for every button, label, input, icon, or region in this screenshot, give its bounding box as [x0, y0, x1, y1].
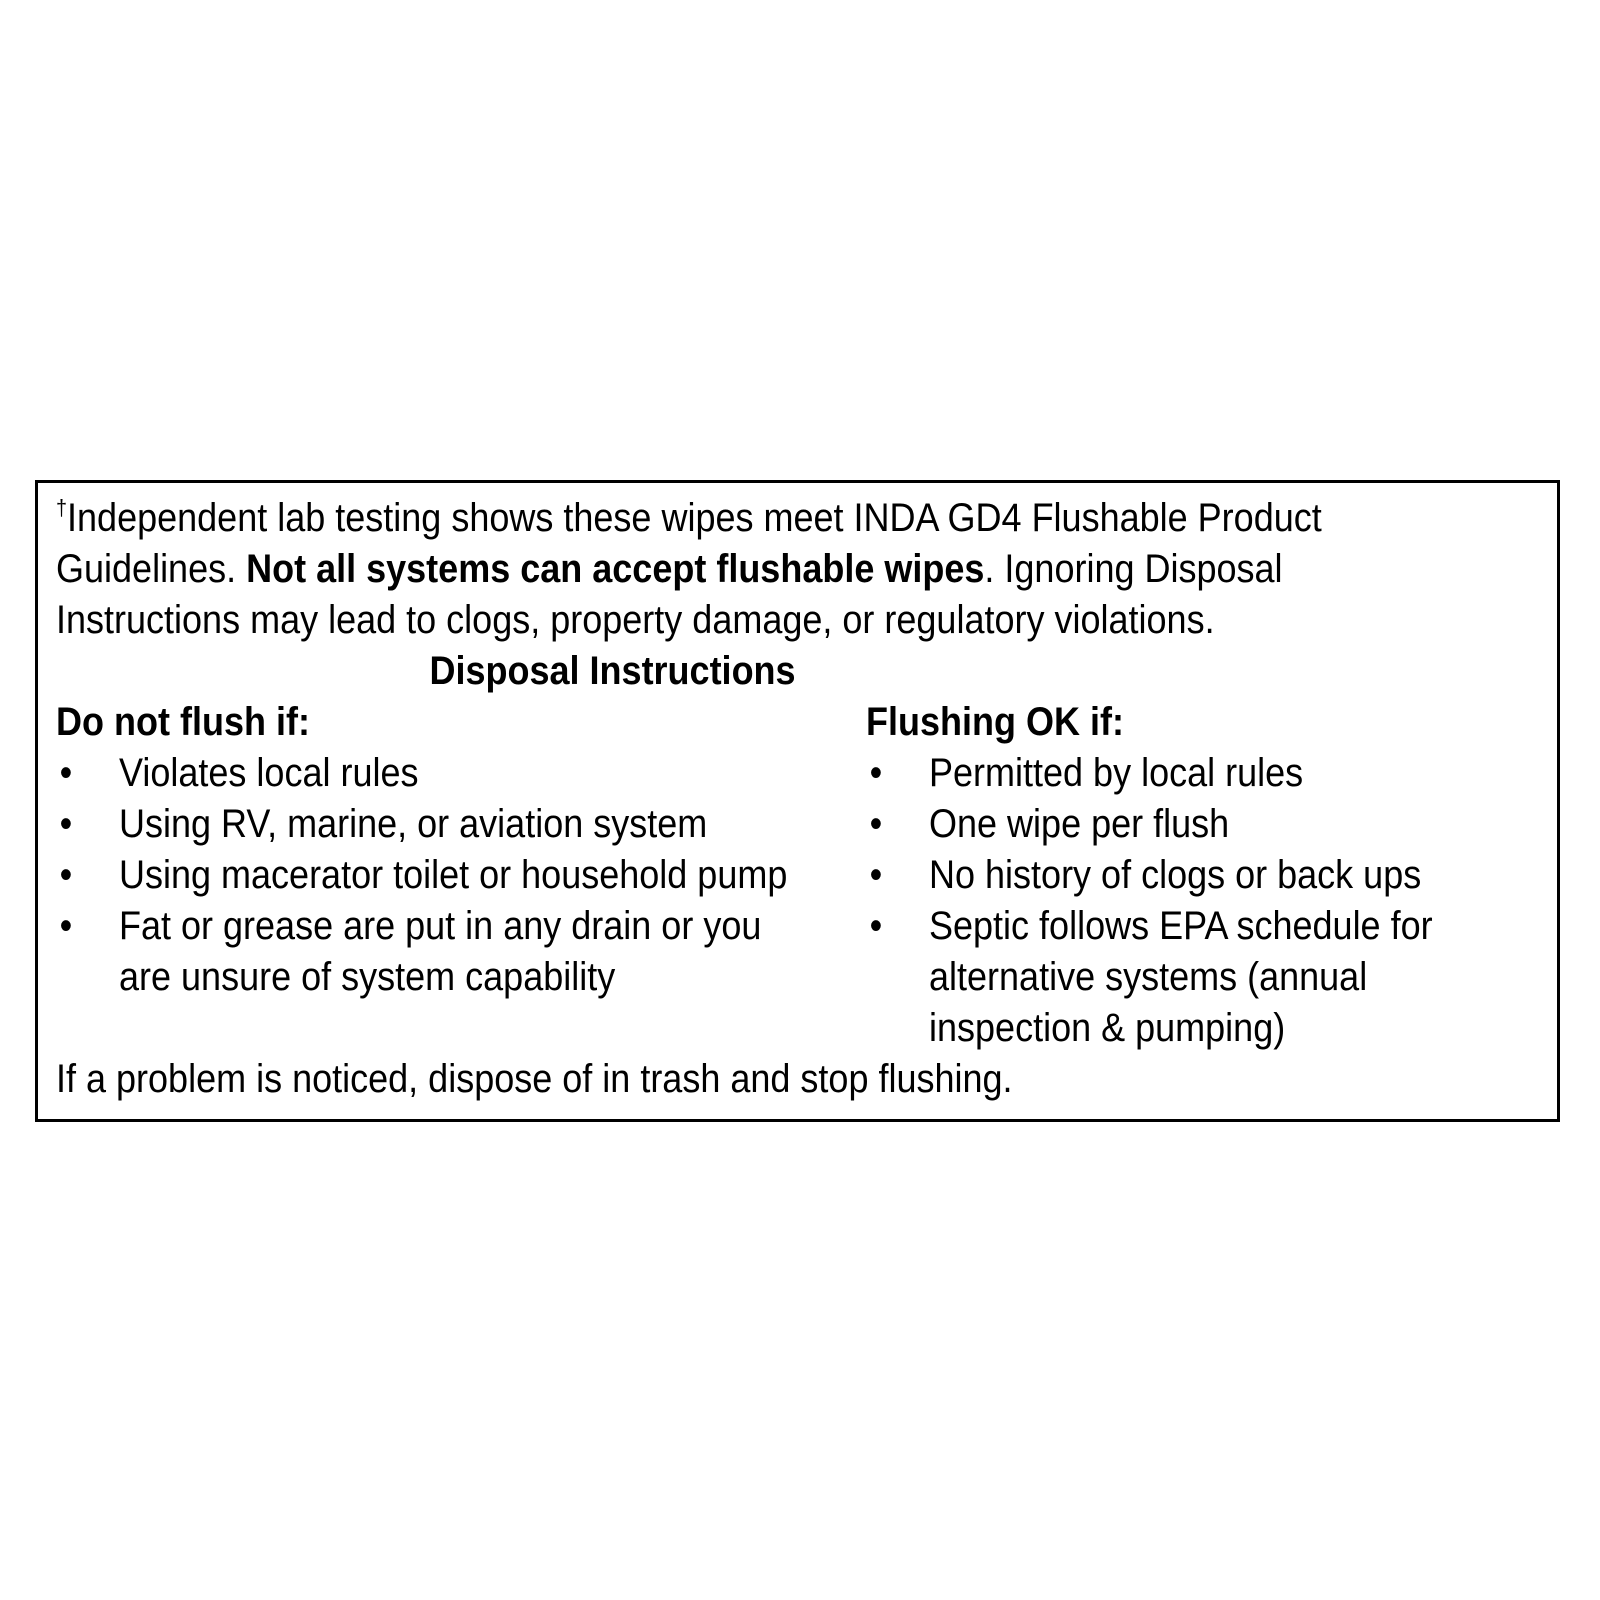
- bullet-icon: •: [59, 853, 73, 897]
- item-text: Fat or grease are put in any drain or you: [119, 904, 762, 948]
- bullet-icon: •: [59, 802, 73, 846]
- bullet-icon: •: [869, 751, 883, 795]
- flushing-ok-item: [866, 901, 1433, 1054]
- item-text: inspection & pumping): [929, 1006, 1286, 1050]
- intro-warning-bold: Not all systems can accept flushable wipes: [246, 547, 985, 591]
- flushing-ok-title: Flushing OK if:: [866, 700, 1124, 744]
- intro-line-1: [56, 493, 1538, 544]
- intro-line-2: [56, 544, 1538, 595]
- do-not-flush-column: [56, 697, 787, 1003]
- item-text: One wipe per flush: [929, 802, 1230, 846]
- bullet-icon: •: [869, 904, 883, 948]
- flushing-ok-item: [866, 748, 1433, 799]
- item-text: No history of clogs or back ups: [929, 853, 1422, 897]
- footer-note: If a problem is noticed, dispose of in trash and stop flushing.: [56, 1057, 1013, 1101]
- instruction-columns: [56, 697, 1538, 1054]
- flushing-ok-item: [866, 850, 1433, 901]
- intro-line-3: Instructions may lead to clogs, property damage, or regulatory violations.: [56, 598, 1215, 642]
- item-text: Violates local rules: [119, 751, 419, 795]
- bullet-icon: •: [59, 751, 73, 795]
- bullet-icon: •: [869, 802, 883, 846]
- do-not-flush-item: [56, 850, 787, 901]
- item-text: Using macerator toilet or household pump: [119, 853, 788, 897]
- intro-text-2-end: . Ignoring Disposal: [984, 547, 1283, 591]
- do-not-flush-title: Do not flush if:: [56, 700, 310, 744]
- do-not-flush-item: [56, 748, 787, 799]
- bullet-icon: •: [59, 904, 73, 948]
- disposal-instructions-heading: Disposal Instructions: [429, 649, 796, 693]
- dagger-symbol: †: [56, 495, 68, 520]
- label-text: [56, 493, 1538, 1105]
- do-not-flush-item: [56, 799, 787, 850]
- item-text: are unsure of system capability: [119, 955, 616, 999]
- flushing-ok-column: [866, 697, 1433, 1054]
- do-not-flush-item: [56, 901, 787, 1003]
- intro-text-1: Independent lab testing shows these wipes meet INDA GD4 Flushable Product: [67, 496, 1322, 540]
- item-text: Using RV, marine, or aviation system: [119, 802, 708, 846]
- disposal-label-box: [35, 480, 1560, 1122]
- intro-text-2-start: Guidelines.: [56, 547, 247, 591]
- bullet-icon: •: [869, 853, 883, 897]
- item-text: alternative systems (annual: [929, 955, 1368, 999]
- item-text: Permitted by local rules: [929, 751, 1304, 795]
- flushing-ok-item: [866, 799, 1433, 850]
- item-text: Septic follows EPA schedule for: [929, 904, 1433, 948]
